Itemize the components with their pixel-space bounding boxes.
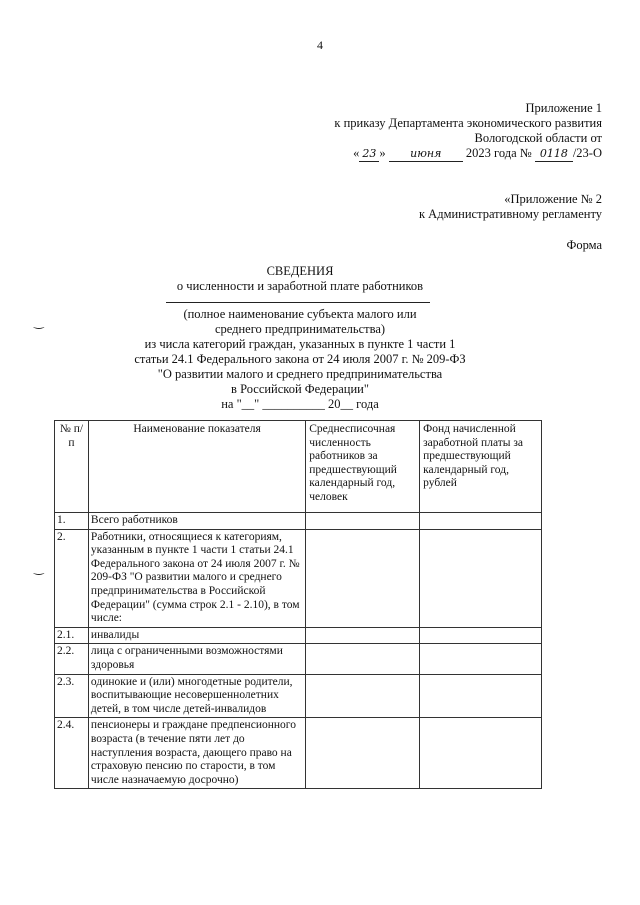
row-name: Всего работников [88,513,305,530]
row-wage-cell [420,627,542,644]
table-row [55,627,542,644]
row-wage-cell [420,674,542,718]
data-table [54,420,542,789]
category-line5: на "__" __________ 20__ года [221,397,379,411]
row-number: 2.2. [55,644,89,674]
row-name: одинокие и (или) многодетные родители, воспитывающие несовершеннолетних детей, в том числе детей-инвалидов [88,674,305,718]
document-subtitle: о численности и заработной плате работников [176,279,424,293]
order-suffix: /23-О [572,146,602,160]
table-row [55,644,542,674]
date-close-quote: » [379,146,386,160]
date-year-text: 2023 года № [465,146,532,160]
table-row [55,513,542,530]
date-open-quote: « [353,146,360,160]
category-line1: из числа категорий граждан, указанных в пункте 1 части 1 [144,337,456,351]
row-headcount-cell [306,529,420,627]
subject-name-line [166,302,430,303]
form-label: Форма [566,238,602,252]
table-header-row [55,421,542,513]
row-wage-cell [420,529,542,627]
row-wage-cell [420,644,542,674]
date-day: 23 [359,146,379,162]
appendix2-line1: «Приложение № 2 [504,192,602,206]
row-wage-cell [420,718,542,789]
category-line4: в Российской Федерации" [231,382,369,396]
row-headcount-cell [306,718,420,789]
row-number: 2.4. [55,718,89,789]
appendix2-line2: к Административному регламенту [418,207,602,221]
row-name: Работники, относящиеся к категориям, указанным в пункте 1 части 1 статьи 24.1 Федерального закона от 24 июля 2007 г. № 209-ФЗ "О развитии малого и среднего предпринимательства в Российской Федерации" (сумма строк 2.1 - 2.10), в том числе: [88,529,305,627]
subject-note-line2: среднего предпринимательства) [214,322,386,336]
header-indicator-name: Наименование показателя [88,421,305,513]
appendix1-line1: Приложение 1 [525,101,602,115]
header-avg-headcount: Среднесписочная численность работников за предшествующий календарный год, человек [306,421,420,513]
document-title: СВЕДЕНИЯ [266,264,334,278]
header-number: № п/п [55,421,89,513]
margin-mark-top: ‿ [34,315,44,329]
row-wage-cell [420,513,542,530]
appendix1-date-line [353,146,602,162]
row-headcount-cell [306,627,420,644]
table-row [55,718,542,789]
appendix1-line3: Вологодской области от [474,131,602,145]
row-number: 1. [55,513,89,530]
category-line2: статьи 24.1 Федерального закона от 24 июля 2007 г. № 209-ФЗ [134,352,466,366]
order-number: 0118 [535,146,573,162]
row-number: 2.1. [55,627,89,644]
category-line3: "О развитии малого и среднего предпринимательства [157,367,443,381]
row-headcount-cell [306,513,420,530]
header-wage-fund: Фонд начисленной заработной платы за предшествующий календарный год, рублей [420,421,542,513]
row-number: 2.3. [55,674,89,718]
table-row [55,529,542,627]
margin-mark-bottom: ‿ [34,561,44,575]
appendix1-line2: к приказу Департамента экономического развития [334,116,602,130]
row-name: инвалиды [88,627,305,644]
page-number: 4 [317,38,323,52]
row-number: 2. [55,529,89,627]
row-name: лица с ограниченными возможностями здоровья [88,644,305,674]
row-name: пенсионеры и граждане предпенсионного возраста (в течение пяти лет до наступления возраста, дающего право на страховую пенсию по старости, в том числе назначаемую досрочно) [88,718,305,789]
row-headcount-cell [306,674,420,718]
subject-note-line1: (полное наименование субъекта малого или [183,307,417,321]
row-headcount-cell [306,644,420,674]
date-month: июня [389,146,463,162]
table-row [55,674,542,718]
